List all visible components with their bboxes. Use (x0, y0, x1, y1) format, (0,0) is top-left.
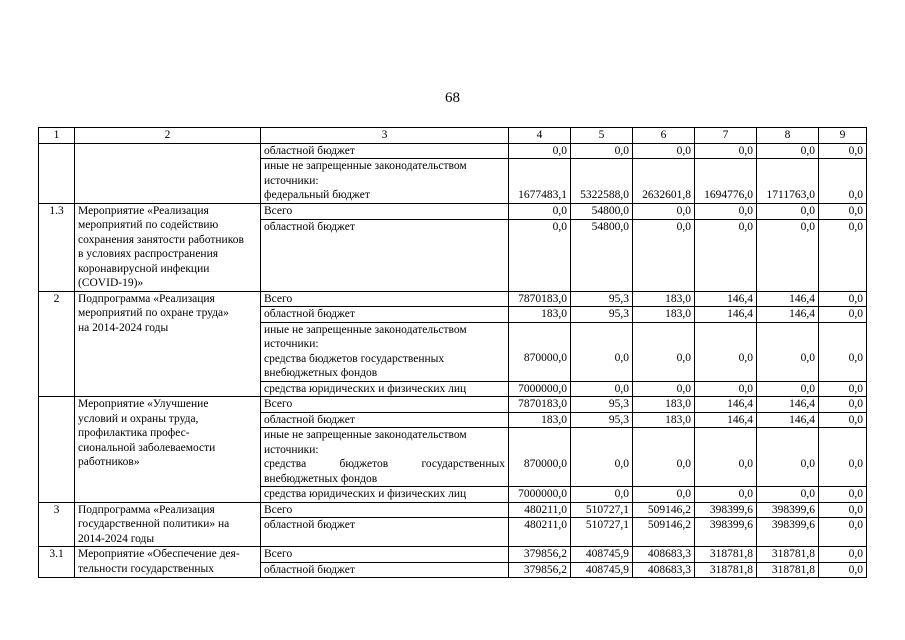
value-cell: 1711763,0 (757, 159, 819, 204)
source-label-word: бюджетов (339, 458, 389, 470)
header-row (39, 128, 867, 144)
row-number (39, 143, 75, 203)
value-cell: 870000,0 (509, 428, 571, 487)
source-label: областной бюджет (261, 412, 509, 428)
row-name (75, 547, 261, 578)
value-cell: 0,0 (633, 381, 695, 397)
value-cell: 0,0 (571, 143, 633, 159)
source-label (261, 322, 509, 381)
row-name (75, 143, 261, 203)
value-cell: 379856,2 (509, 547, 571, 563)
value-cell: 0,0 (757, 487, 819, 503)
row-name-line: Подпрограмма «Реализация (78, 503, 215, 516)
value-cell: 0,0 (757, 381, 819, 397)
header-cell: 2 (75, 128, 261, 144)
value-cell: 408745,9 (571, 547, 633, 563)
value-cell: 95,3 (571, 412, 633, 428)
value-cell: 7870183,0 (509, 291, 571, 307)
row-name-line: Мероприятие «Реализация (78, 204, 209, 217)
page-number: 68 (445, 90, 460, 106)
value-cell: 1694776,0 (695, 159, 757, 204)
value-cell: 0,0 (757, 219, 819, 291)
value-cell: 146,4 (695, 291, 757, 307)
value-cell: 0,0 (819, 322, 867, 381)
value-cell: 146,4 (757, 307, 819, 323)
value-cell: 183,0 (633, 307, 695, 323)
table-row (39, 547, 867, 563)
value-cell: 7000000,0 (509, 487, 571, 503)
value-cell: 1677483,1 (509, 159, 571, 204)
header-cell: 9 (819, 128, 867, 144)
value-cell: 0,0 (695, 428, 757, 487)
value-cell: 183,0 (633, 291, 695, 307)
value-cell: 183,0 (509, 307, 571, 323)
source-label: областной бюджет (261, 219, 509, 291)
value-cell: 0,0 (695, 219, 757, 291)
value-cell: 0,0 (819, 381, 867, 397)
source-label-line: федеральный бюджет (264, 189, 370, 201)
value-cell: 0,0 (509, 203, 571, 219)
source-label-line: иные не запрещенные законодательством (264, 429, 467, 441)
source-label: Всего (261, 397, 509, 413)
value-cell: 0,0 (819, 397, 867, 413)
value-cell: 2632601,8 (633, 159, 695, 204)
value-cell: 7870183,0 (509, 397, 571, 413)
value-cell: 0,0 (695, 381, 757, 397)
value-cell: 0,0 (757, 143, 819, 159)
value-cell: 54800,0 (571, 219, 633, 291)
value-cell: 146,4 (695, 397, 757, 413)
row-number: 3 (39, 502, 75, 547)
source-label: областной бюджет (261, 518, 509, 547)
table-row (39, 203, 867, 219)
value-cell: 509146,2 (633, 518, 695, 547)
value-cell: 0,0 (819, 562, 867, 578)
value-cell: 0,0 (695, 322, 757, 381)
value-cell: 146,4 (757, 291, 819, 307)
value-cell: 509146,2 (633, 502, 695, 518)
source-label (261, 428, 509, 487)
value-cell: 0,0 (819, 547, 867, 563)
value-cell: 0,0 (819, 307, 867, 323)
value-cell: 408683,3 (633, 562, 695, 578)
value-cell: 480211,0 (509, 502, 571, 518)
source-label-line: источники: (264, 174, 319, 187)
value-cell: 398399,6 (695, 518, 757, 547)
value-cell: 146,4 (757, 412, 819, 428)
header-cell: 6 (633, 128, 695, 144)
header-cell: 8 (757, 128, 819, 144)
value-cell: 0,0 (819, 428, 867, 487)
row-name-line: Мероприятие «Обеспечение дея- (78, 548, 240, 560)
value-cell: 0,0 (819, 518, 867, 547)
source-label: Всего (261, 547, 509, 563)
source-label-line (264, 457, 505, 472)
table-row (39, 291, 867, 307)
row-name-line: 2014-2024 годы (78, 532, 155, 545)
value-cell: 480211,0 (509, 518, 571, 547)
source-label: Всего (261, 203, 509, 219)
value-cell: 398399,6 (695, 502, 757, 518)
value-cell: 0,0 (633, 203, 695, 219)
source-label: Всего (261, 291, 509, 307)
value-cell: 0,0 (819, 203, 867, 219)
value-cell: 0,0 (509, 143, 571, 159)
row-number: 3.1 (39, 547, 75, 578)
source-label-line: средства бюджетов государственных (264, 352, 445, 365)
value-cell: 95,3 (571, 397, 633, 413)
value-cell: 54800,0 (571, 203, 633, 219)
row-name-line: сиональной заболеваемости (78, 441, 216, 454)
row-name-line: на 2014-2024 годы (78, 321, 169, 334)
header-cell: 3 (261, 128, 509, 144)
header-cell: 1 (39, 128, 75, 144)
value-cell: 0,0 (819, 502, 867, 518)
value-cell: 0,0 (633, 322, 695, 381)
value-cell: 0,0 (633, 428, 695, 487)
row-name (75, 397, 261, 503)
value-cell: 0,0 (509, 219, 571, 291)
row-number (39, 397, 75, 503)
value-cell: 0,0 (571, 487, 633, 503)
value-cell: 0,0 (633, 143, 695, 159)
value-cell: 0,0 (819, 143, 867, 159)
value-cell: 0,0 (695, 143, 757, 159)
source-label-line: источники: (264, 338, 319, 350)
row-name-line: Мероприятие «Улучшение (78, 398, 209, 410)
value-cell: 0,0 (819, 291, 867, 307)
row-name-line: условий и охраны труда, (78, 412, 199, 425)
source-label: областной бюджет (261, 307, 509, 323)
source-label-word: средства (264, 458, 307, 470)
source-label: областной бюджет (261, 562, 509, 578)
value-cell: 146,4 (695, 412, 757, 428)
value-cell: 408683,3 (633, 547, 695, 563)
value-cell: 870000,0 (509, 322, 571, 381)
header-cell: 4 (509, 128, 571, 144)
value-cell: 95,3 (571, 291, 633, 307)
value-cell: 7000000,0 (509, 381, 571, 397)
value-cell: 0,0 (757, 322, 819, 381)
row-name-line: тельности государственных (78, 562, 214, 575)
table-row (39, 502, 867, 518)
value-cell: 398399,6 (757, 502, 819, 518)
row-name-line: сохранения занятости работников (78, 233, 244, 246)
value-cell: 146,4 (695, 307, 757, 323)
value-cell: 146,4 (757, 397, 819, 413)
value-cell: 318781,8 (695, 547, 757, 563)
value-cell: 318781,8 (757, 562, 819, 578)
value-cell: 183,0 (509, 412, 571, 428)
row-name-line: работников» (78, 456, 140, 468)
value-cell: 95,3 (571, 307, 633, 323)
source-label-line: иные не запрещенные законодательством (264, 323, 467, 336)
source-label: средства юридических и физических лиц (261, 381, 509, 397)
row-name (75, 291, 261, 397)
value-cell: 0,0 (571, 428, 633, 487)
row-name-line: Подпрограмма «Реализация (78, 292, 215, 305)
value-cell: 510727,1 (571, 518, 633, 547)
value-cell: 379856,2 (509, 562, 571, 578)
row-name-line: государственной политики» на (78, 518, 230, 530)
source-label: Всего (261, 502, 509, 518)
value-cell: 0,0 (571, 381, 633, 397)
value-cell: 318781,8 (695, 562, 757, 578)
value-cell: 0,0 (695, 203, 757, 219)
table-row (39, 397, 867, 413)
value-cell: 0,0 (695, 487, 757, 503)
value-cell: 0,0 (819, 219, 867, 291)
value-cell: 0,0 (571, 322, 633, 381)
row-name (75, 203, 261, 291)
table-row (39, 143, 867, 159)
value-cell: 0,0 (757, 428, 819, 487)
value-cell: 183,0 (633, 397, 695, 413)
value-cell: 0,0 (757, 203, 819, 219)
value-cell: 0,0 (819, 412, 867, 428)
row-number: 1.3 (39, 203, 75, 291)
value-cell: 183,0 (633, 412, 695, 428)
value-cell: 398399,6 (757, 518, 819, 547)
source-label-word: государственных (421, 458, 505, 470)
value-cell: 510727,1 (571, 502, 633, 518)
row-name-line: мероприятий по содействию (78, 219, 219, 231)
value-cell: 0,0 (819, 487, 867, 503)
source-label-line: источники: (264, 443, 319, 456)
row-number: 2 (39, 291, 75, 397)
row-name (75, 502, 261, 547)
row-name-line: в условиях распространения (78, 248, 219, 260)
value-cell: 0,0 (633, 219, 695, 291)
row-name-line: мероприятий по охране труда» (78, 307, 229, 319)
value-cell: 5322588,0 (571, 159, 633, 204)
header-cell: 5 (571, 128, 633, 144)
source-label: областной бюджет (261, 143, 509, 159)
row-name-line: профилактика профес- (78, 427, 190, 439)
value-cell: 318781,8 (757, 547, 819, 563)
source-label-line: внебюджетных фондов (264, 472, 378, 485)
value-cell: 0,0 (819, 159, 867, 204)
header-cell: 7 (695, 128, 757, 144)
source-label (261, 159, 509, 204)
source-label: средства юридических и физических лиц (261, 487, 509, 503)
row-name-line: (COVID-19)» (78, 277, 144, 289)
value-cell: 408745,9 (571, 562, 633, 578)
source-label-line: внебюджетных фондов (264, 367, 378, 379)
budget-table (38, 127, 867, 578)
row-name-line: коронавирусной инфекции (78, 262, 210, 275)
source-label-line: иные не запрещенные законодательством (264, 160, 467, 172)
value-cell: 0,0 (633, 487, 695, 503)
